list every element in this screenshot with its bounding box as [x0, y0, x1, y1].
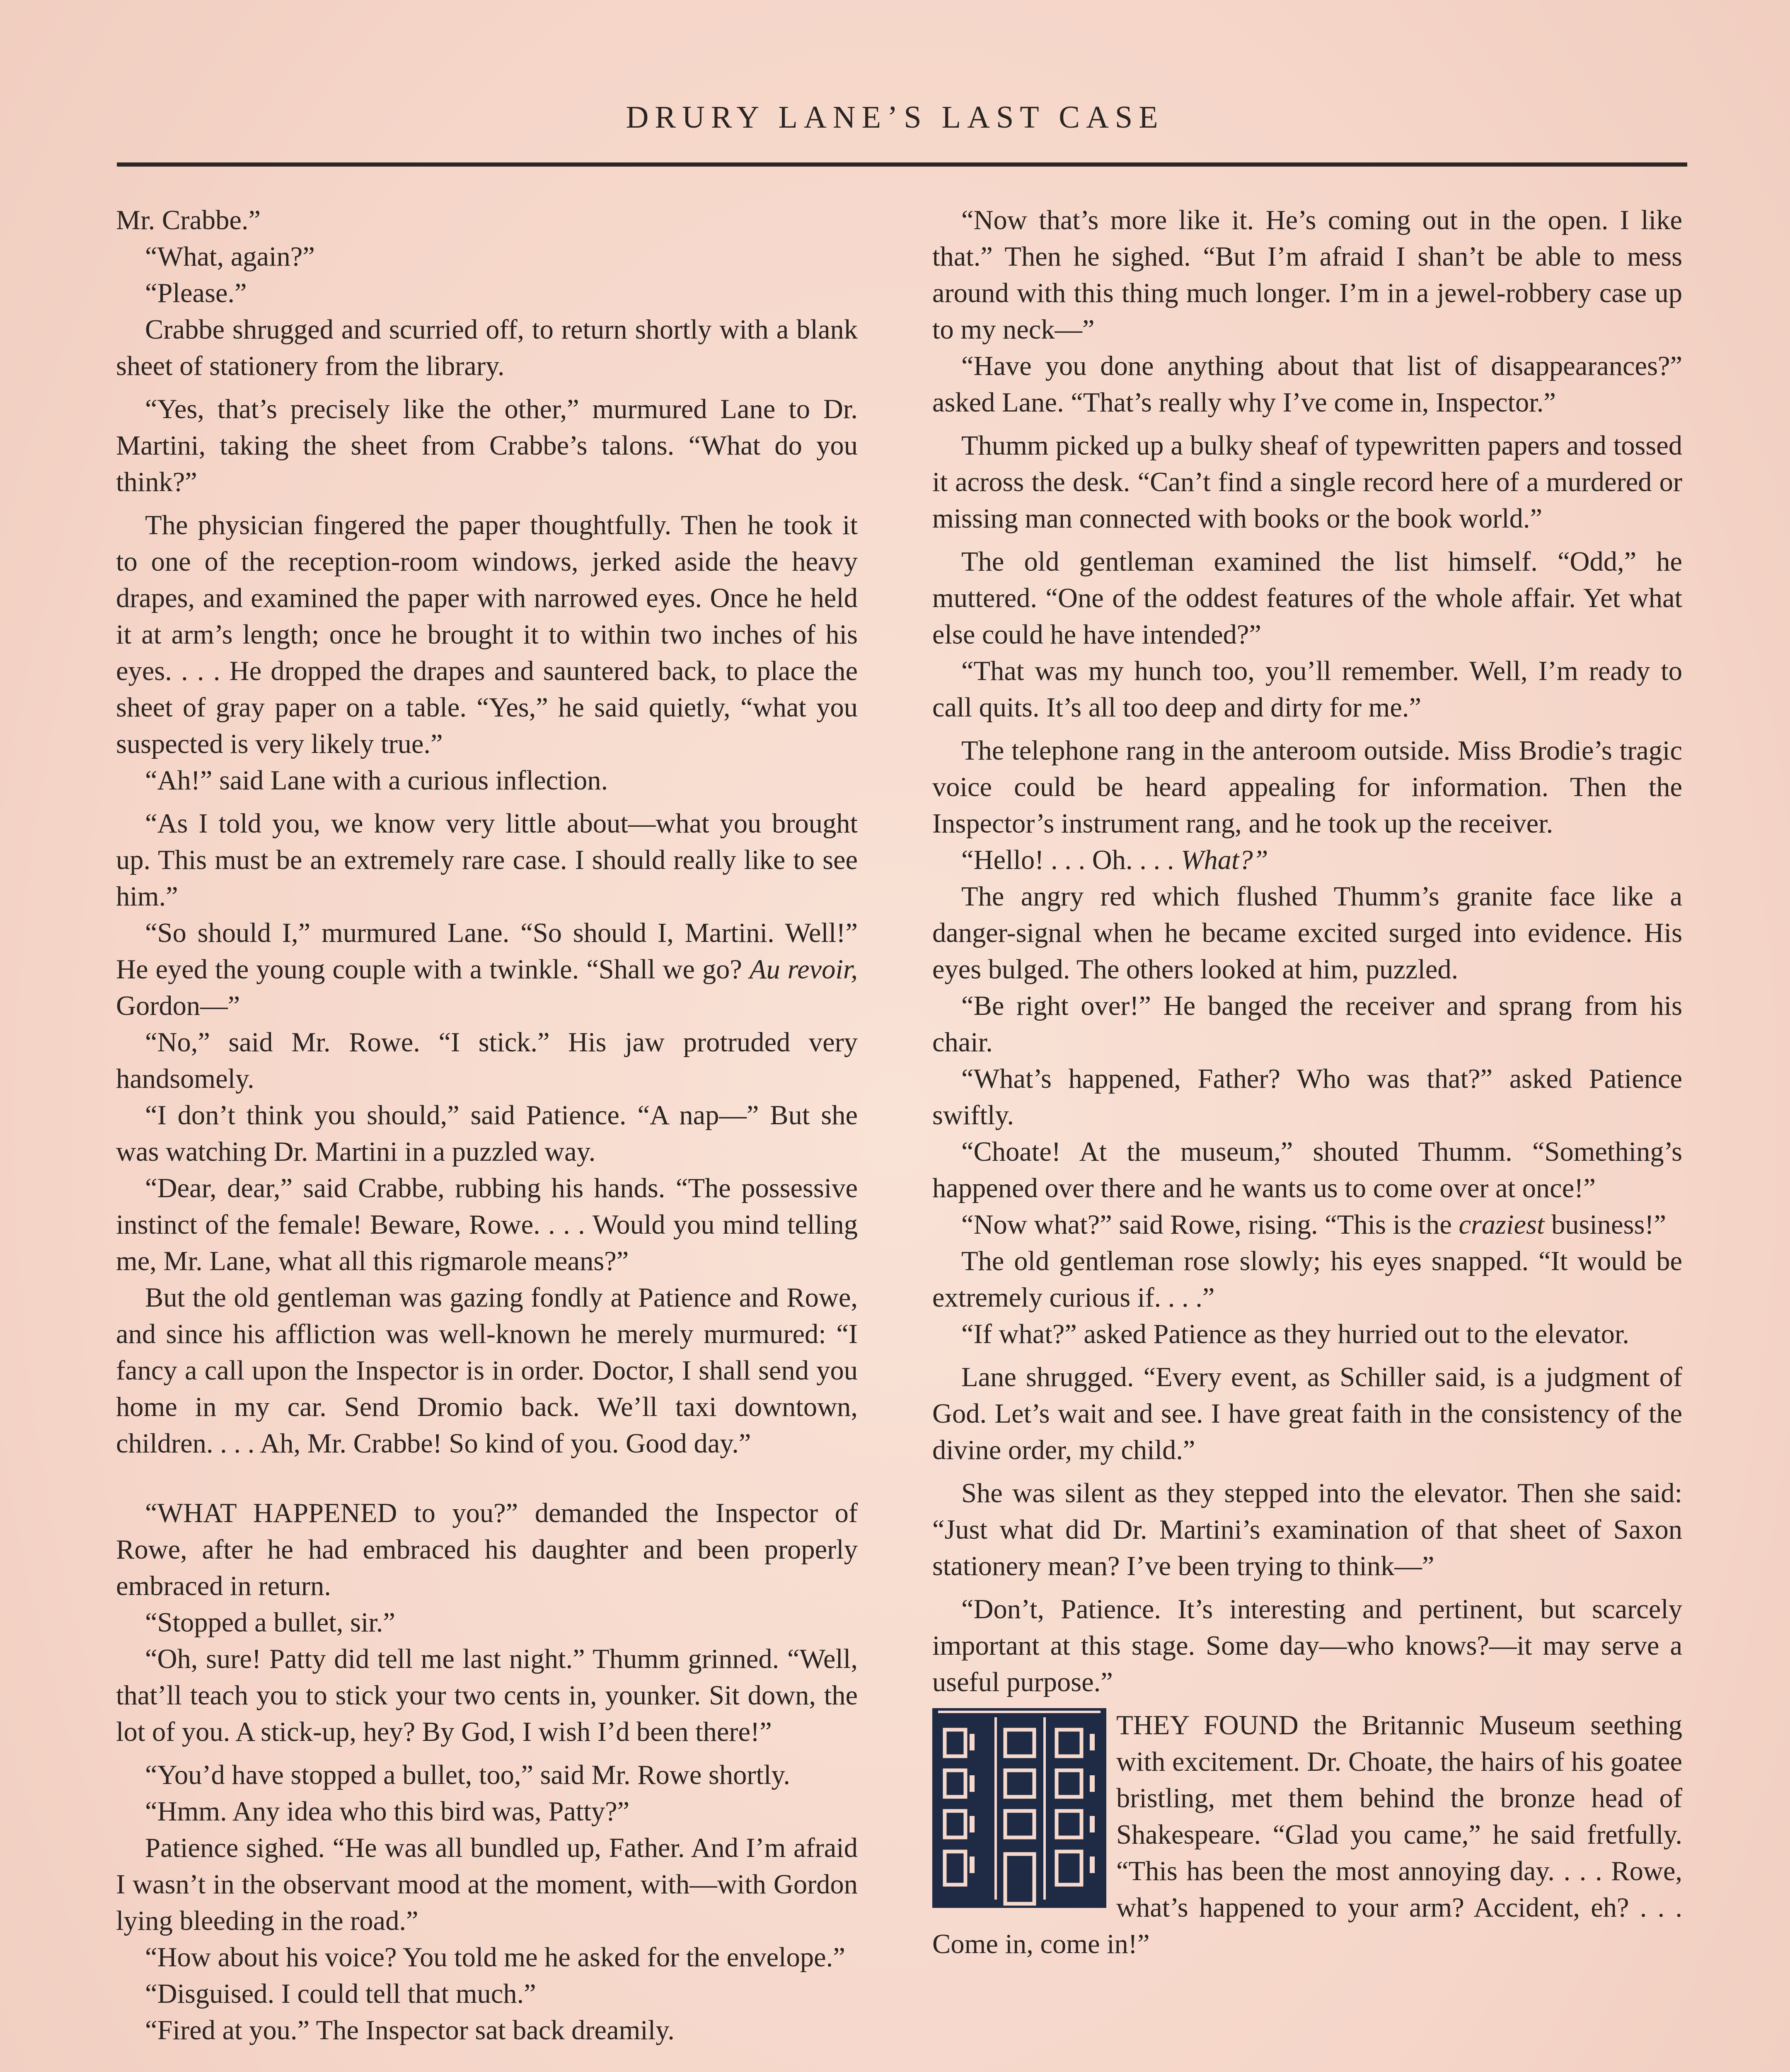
paragraph: “What’s happened, Father? Who was that?” asked Patience swiftly.	[932, 1064, 1682, 1130]
text-run: “Hello! . . . Oh. . . .	[961, 845, 1181, 875]
paragraph: The old gentleman rose slowly; his eyes snapped. “It would be extremely curious if. . . .”	[932, 1246, 1682, 1313]
text-run: Gordon—”	[116, 991, 240, 1021]
paragraph: “Fired at you.” The Inspector sat back dreamily.	[145, 2015, 675, 2045]
paragraph: “Please.”	[145, 278, 247, 308]
building-icon	[932, 1701, 1106, 1908]
paragraph: “Yes, that’s precisely like the other,” murmured Lane to Dr. Martini, taking the sheet from Crabbe’s talons. “What do you think?”	[116, 394, 858, 497]
header-rule	[117, 162, 1687, 167]
paragraph: “Don’t, Patience. It’s interesting and pertinent, but scarcely important at this stage. Some day—who knows?—it may serve a useful purpose.”	[932, 1594, 1682, 1697]
italic-text: Au revoir,	[749, 954, 858, 985]
paragraph: “As I told you, we know very little about—what you brought up. This must be an extremely rare case. I should really like to see him.”	[116, 808, 858, 912]
paragraph: “What, again?”	[145, 242, 315, 272]
paragraph	[932, 1207, 1682, 1243]
paragraph: “Dear, dear,” said Crabbe, rubbing his hands. “The possessive instinct of the female! Beware, Rowe. . . . Would you mind telling me, Mr. Lane, what all this rigmarole means?”	[116, 1173, 858, 1276]
paragraph: She was silent as they stepped into the elevator. Then she said: “Just what did Dr. Martini’s examination of that sheet of Saxon stationery mean? I’ve been trying to think—”	[932, 1478, 1682, 1581]
section-opening-paragraph: “WHAT HAPPENED to you?” demanded the Inspector of Rowe, after he had embraced his daughter and been properly embraced in return.	[116, 1498, 858, 1601]
section-opening-paragraph: THEY FOUND the Britannic Museum seething with excitement. Dr. Choate, the hairs of his goatee bristling, met them behind the bronze head of Shakespeare. “Glad you came,” he said fretfully. “This has been the most annoying day. . . . Rowe, what’s happened to your arm? Accident, eh? . . . Come in, come in!”	[932, 1710, 1682, 1959]
paragraph: “Oh, sure! Patty did tell me last night.” Thumm grinned. “Well, that’ll teach you to stick your two cents in, younker. Sit down, the lot of you. A stick-up, hey? By God, I wish I’d been there!”	[116, 1644, 858, 1747]
text-run: business!”	[1544, 1210, 1666, 1240]
paragraph: The old gentleman examined the list himself. “Odd,” he muttered. “One of the oddest features of the whole affair. Yet what else could he have intended?”	[932, 547, 1682, 650]
paragraph: Crabbe shrugged and scurried off, to return shortly with a blank sheet of stationery from the library.	[116, 315, 858, 381]
paragraph: The angry red which flushed Thumm’s granite face like a danger-signal when he became excited surged into evidence. His eyes bulged. The others looked at him, puzzled.	[932, 881, 1682, 985]
left-column	[116, 202, 858, 2049]
text-run: “So should I,” murmured Lane. “So should I, Martini. Well!” He eyed the young couple with a twinkle. “Shall we go?	[116, 918, 858, 985]
paragraph: “Ah!” said Lane with a curious inflection.	[145, 765, 608, 796]
paragraph: Lane shrugged. “Every event, as Schiller said, is a judgment of God. Let’s wait and see. I have great faith in the consistency of the divine order, my child.”	[932, 1362, 1682, 1465]
right-column	[932, 202, 1682, 1963]
paragraph: “Choate! At the museum,” shouted Thumm. “Something’s happened over there and he wants us to come over at once!”	[932, 1137, 1682, 1203]
paragraph: The telephone rang in the anteroom outside. Miss Brodie’s tragic voice could be heard appealing for information. Then the Inspector’s instrument rang, and he took up the receiver.	[932, 736, 1682, 839]
paragraph	[116, 915, 858, 1024]
paragraph: “Stopped a bullet, sir.”	[145, 1607, 395, 1638]
paragraph: “Hmm. Any idea who this bird was, Patty?”	[145, 1796, 630, 1827]
paragraph: But the old gentleman was gazing fondly at Patience and Rowe, and since his affliction was well-known he merely murmured: “I fancy a call upon the Inspector is in order. Doctor, I shall send you home in my car. Send Dromio back. We’ll taxi downtown, children. . . . Ah, Mr. Crabbe! So kind of you. Good day.”	[116, 1283, 858, 1459]
paragraph: “If what?” asked Patience as they hurried out to the elevator.	[961, 1319, 1629, 1349]
paragraph: “Now that’s more like it. He’s coming out in the open. I like that.” Then he sighed. “But I’m afraid I shan’t be able to mess around with this thing much longer. I’m in a jewel-robbery case up to my neck—”	[932, 205, 1682, 345]
running-head: DRURY LANE’S LAST CASE	[626, 100, 1164, 135]
text-run: “Now what?” said Rowe, rising. “This is the	[961, 1210, 1459, 1240]
paragraph	[932, 842, 1682, 879]
paragraph: “How about his voice? You told me he asked for the envelope.”	[145, 1942, 845, 1973]
paragraph: “I don’t think you should,” said Patience. “A nap—” But she was watching Dr. Martini in a puzzled way.	[116, 1100, 858, 1167]
paragraph: “No,” said Mr. Rowe. “I stick.” His jaw protruded very handsomely.	[116, 1027, 858, 1094]
paragraph: “That was my hunch too, you’ll remember. Well, I’m ready to call quits. It’s all too deep and dirty for me.”	[932, 656, 1682, 723]
paragraph: “Disguised. I could tell that much.”	[145, 1979, 536, 2009]
paragraph: Thumm picked up a bulky sheaf of typewritten papers and tossed it across the desk. “Can’t find a single record here of a murdered or missing man connected with books or the book world.”	[932, 431, 1682, 534]
paragraph: “Be right over!” He banged the receiver and sprang from his chair.	[932, 991, 1682, 1058]
paragraph: Mr. Crabbe.”	[116, 205, 261, 235]
paragraph: Patience sighed. “He was all bundled up, Father. And I’m afraid I wasn’t in the observant mood at the moment, with—with Gordon lying bleeding in the road.”	[116, 1833, 858, 1936]
paragraph: “You’d have stopped a bullet, too,” said Mr. Rowe shortly.	[145, 1760, 791, 1790]
paragraph: “Have you done anything about that list of disappearances?” asked Lane. “That’s really why I’ve come in, Inspector.”	[932, 351, 1682, 418]
paragraph: The physician fingered the paper thoughtfully. Then he took it to one of the reception-room windows, jerked aside the heavy drapes, and examined the paper with narrowed eyes. Once he held it at arm’s length; once he brought it to within two inches of his eyes. . . . He dropped the drapes and sauntered back, to place the sheet of gray paper on a table. “Yes,” he said quietly, “what you suspected is very likely true.”	[116, 510, 858, 759]
italic-text: What?”	[1181, 845, 1268, 875]
italic-text: craziest	[1459, 1210, 1545, 1240]
